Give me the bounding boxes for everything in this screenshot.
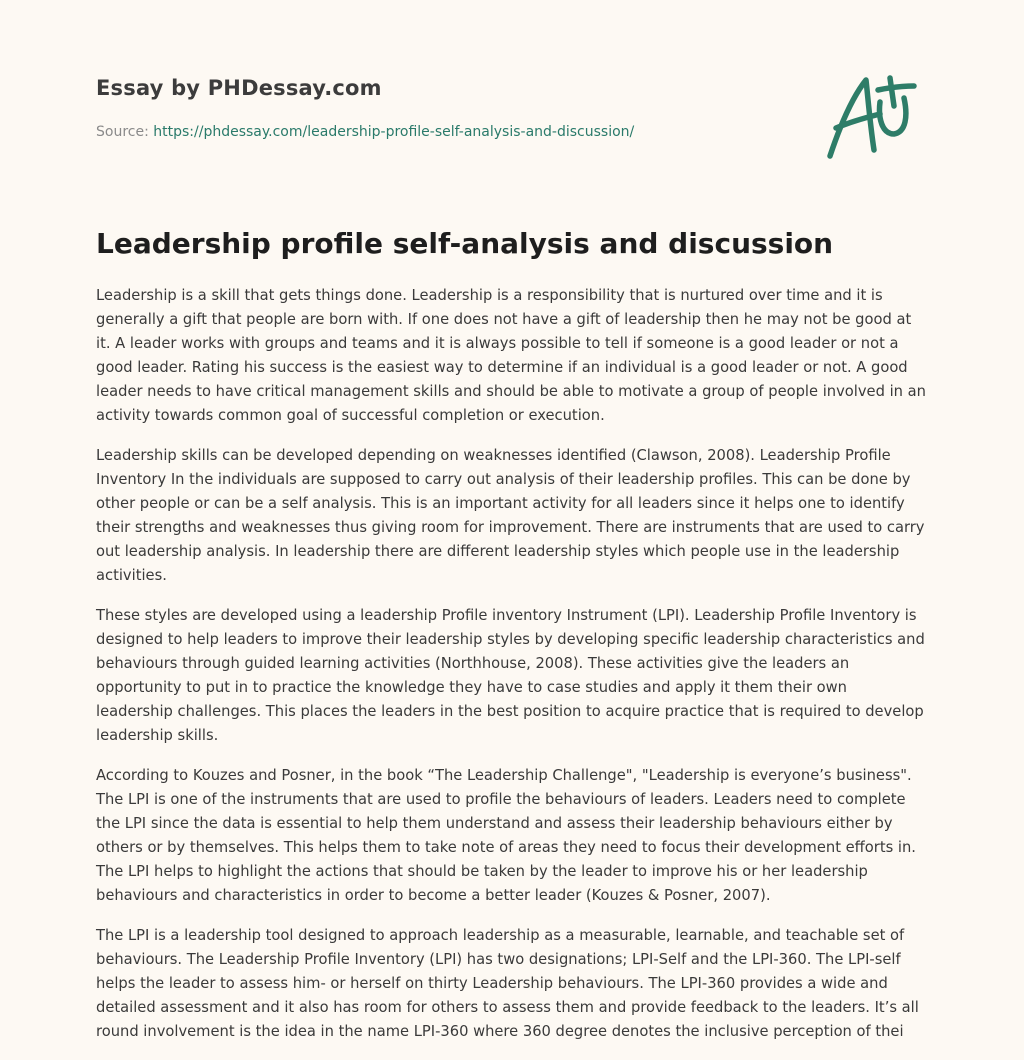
essay-body <box>96 284 928 1060</box>
a-plus-logo-icon <box>822 68 926 168</box>
essay-paragraph: Leadership skills can be developed depending on weaknesses identified (Clawson, 2008). Leadership Profile Inventory In the individuals are supposed to carry out analysis of their leadership profiles. This can be done by other people or can be a self analysis. This is an important activity for all leaders since it helps one to identify their strengths and weaknesses thus giving room for improvement. There are instruments that are used to carry out leadership analysis. In leadership there are different leadership styles which people use in the leadership activities. <box>96 447 925 584</box>
source-link[interactable]: https://phdessay.com/leadership-profile-self-analysis-and-discussion/ <box>153 124 635 140</box>
site-brand: Essay by PHDessay.com <box>96 76 382 100</box>
essay-paragraph: These styles are developed using a leadership Profile inventory Instrument (LPI). Leadership Profile Inventory is designed to help leaders to improve their leadership styles by developing specific leadership characteristics and behaviours through guided learning activities (Northhouse, 2008). These activities give the leaders an opportunity to put in to practice the knowledge they have to case studies and apply it them their own leadership challenges. This places the leaders in the best position to acquire practice that is required to develop leadership skills. <box>96 607 925 744</box>
essay-paragraph: Leadership is a skill that gets things done. Leadership is a responsibility that is nurtured over time and it is generally a gift that people are born with. If one does not have a gift of leadership then he may not be good at it. A leader works with groups and teams and it is always possible to tell if someone is a good leader or not a good leader. Rating his success is the easiest way to determine if an individual is a good leader or not. A good leader needs to have critical management skills and should be able to motivate a group of people involved in an activity towards common goal of successful completion or execution. <box>96 287 926 424</box>
source-label: Source: <box>96 124 149 140</box>
essay-title: Leadership profile self-analysis and discussion <box>96 227 834 260</box>
page-header <box>96 72 926 192</box>
essay-paragraph: According to Kouzes and Posner, in the book “The Leadership Challenge", "Leadership is everyone’s business". The LPI is one of the instruments that are used to profile the behaviours of leaders. Leaders need to complete the LPI since the data is essential to help them understand and assess their leadership behaviours either by others or by themselves. This helps them to take note of areas they need to focus their development efforts in. The LPI helps to highlight the actions that should be taken by the leader to improve his or her leadership behaviours and characteristics in order to become a better leader (Kouzes & Posner, 2007). <box>96 767 916 904</box>
source-line <box>96 124 634 140</box>
essay-paragraph: The LPI is a leadership tool designed to approach leadership as a measurable, learnable, and teachable set of behaviours. The Leadership Profile Inventory (LPI) has two designations; LPI-Self and the LPI-360. The LPI-self helps the leader to assess him- or herself on thirty Leadership behaviours. The LPI-360 provides a wide and detailed assessment and it also has room for others to assess them and provide feedback to the leaders. It’s all round involvement is the idea in the name LPI-360 where 360 degree denotes the inclusive perception of thei <box>96 927 919 1040</box>
